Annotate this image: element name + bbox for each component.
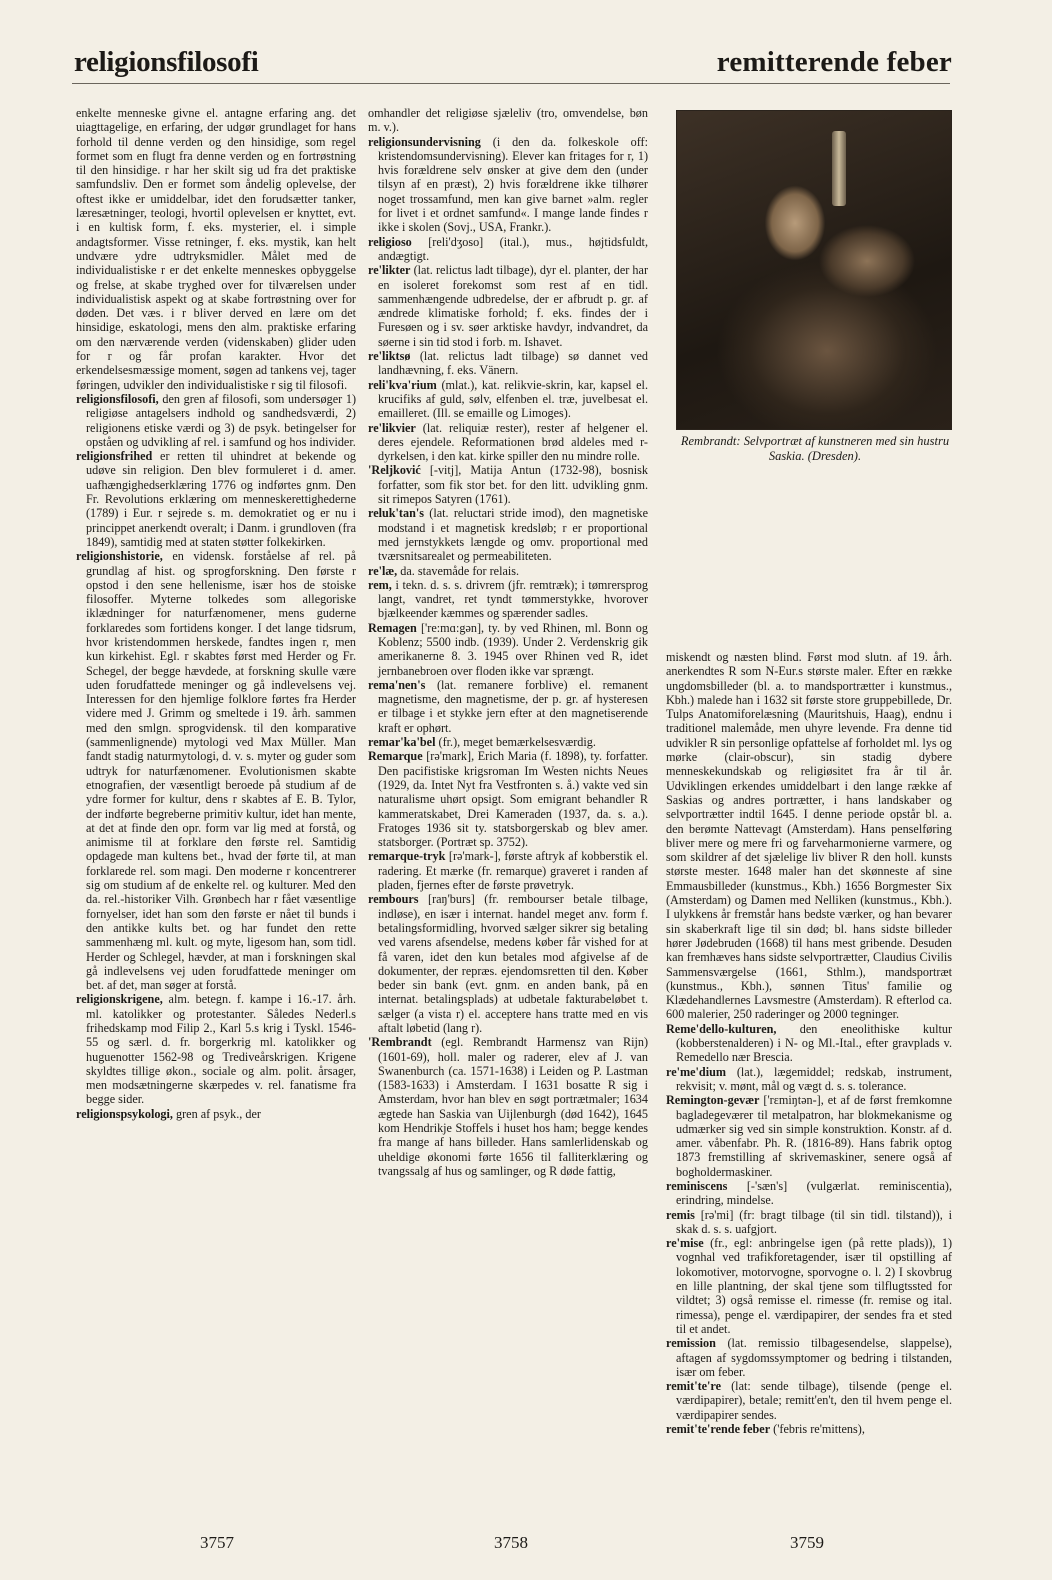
dictionary-entry: [76, 992, 356, 1106]
rembrandt-self-portrait-figure: [676, 110, 952, 430]
dictionary-entry: [368, 735, 648, 749]
dictionary-entry: [368, 849, 648, 892]
dictionary-entry: [368, 564, 648, 578]
column-2: [368, 106, 648, 1516]
entry-text: (lat. remissio tilbagesendelse, slappelse), aftagen af sygdomssymptomer og bedring i tilstanden, især om feber.: [676, 1336, 952, 1379]
entry-headword: re'læ,: [368, 563, 398, 578]
dictionary-entry: [368, 263, 648, 349]
entry-text: [-'sæn's] (vulgærlat. reminiscentia), erindring, mindelse.: [676, 1178, 952, 1208]
entry-text: (i den da. folkeskole off: kristendomsundervisning). Elever kan fritages for r, 1) hvis forældrene selv ønsker at give dem den (under tilsyn af en præst), 2) hvis forældrene ikke tilhører noget trossamfund, men kan give barnet »alm. regler for livet i et ordnet samfund«. I mange lande findes r ikke i skolen (Sovj., USA, Frankr.).: [378, 134, 648, 235]
dictionary-entry: [666, 1336, 952, 1379]
entry-headword: re'me'dium: [666, 1064, 727, 1079]
dictionary-entry: [76, 1107, 356, 1121]
page-number-middle: 3758: [494, 1533, 528, 1552]
entry-headword: rem,: [368, 577, 392, 592]
dictionary-entry: [666, 650, 952, 1022]
entry-text: (fr.), meget bemærkelsesværdig.: [438, 735, 596, 750]
dictionary-entry: [368, 135, 648, 235]
entry-headword: Remarque: [368, 749, 423, 764]
column-1: [76, 106, 356, 1516]
entry-text: en vidensk. forståelse af rel. på grundlag af hist. og sprogforskning. Den første r opstod i den sene hellenisme, især hos de stoiske filosoffer. Myterne tolkedes som allegoriske iklædninger for naturfænomener, mens guderne forklaredes som fortidens konger. I det lange tidsrum, hvor kristendommen herskede, fandtes ingen r, men kun kirkehist. Egl. r skabtes først med Herder og Fr. Schegel, der begge hævdede, at forskning skulle være uden forudfattede meninger og gå indlevelsens vej. Interessen for den hjemlige folklore førtes fra Herder videre med J. Grimm og smeltede i 19. årh. sammen med den smlgn. sprogvidensk. til den komparative (sammenlignende) mytologi ved Max Müller. Man fandt stadig naturmytologi, d. v. s. myter og guder som udtryk for naturfænomener. Evolutionismen skabte etnografien, der væsentligt beroede på studium af de ydre former for kultur, dens r skabtes af E. B. Tylor, der indførte begreberne primitiv kultur, idet han mente, at det at finde den opr. form var lig med at forstå, og animisme til at forklare den første rel. Samtidig opdagede man kultens bet., hvad der førte til, at man forklarede rel. som magi. Den moderne r koncentrerer sig om studium af de enkelte rel. og kulturer. Med den da. rel.-historiker Vilh. Grønbech har r fået væsentlige fornyelser, idet han som den første er nået til bunds i den antikke kults bet. og har fundet den rette sammenhæng ml. kult. og myte, ligesom han, som tidl. Herder og Schlegel, hævder, at man i forskningen skal gå indlevelsens vej uden forudfattede meninger om bet. af det, man søger at forstå.: [86, 549, 356, 993]
entry-headword: 'Rembrandt: [368, 1035, 432, 1050]
entry-headword: 'Reljković: [368, 463, 421, 478]
entry-text: ['re:mɑ:gən], ty. by ved Rhinen, ml. Bonn og Koblenz; 5500 indb. (1939). Under 2. Verdenskrig gik amerikanerne 8. 3. 1945 over Rhinen ved R, idet jernbanebroen over floden ikke var sprængt.: [378, 620, 648, 678]
entry-text: ('febris re'mittens),: [773, 1422, 865, 1437]
header-rule: [72, 83, 950, 84]
entry-text: miskendt og næsten blind. Først mod slutn. af 19. årh. anerkendtes R som N-Eur.s største maler. Efter en række ungdomsbilleder (bl. a. to mandsportrætter i kunstmus., Kbh.) malede han i 1632 sit første store gruppebillede, Dr. Tulps Anatomiforelæsning (Mauritshuis, Haag), endnu i traditionel malemåde, men uhyre levende. Fra denne tid udvikler R sin personlige opfattelse af forholdet ml. lys og mørke (clair-obscur), sin stadig dybere menneskekundskab og religiøsitet fra år til år. Udviklingen erkendes umiddelbart i den lange række af Saskias og andres portrætter, i hans landskaber og selvportrætter indtil 1645. I denne periode opstår bl. a. den berømte Nattevagt (Amsterdam). Hans penselføring bliver mere og mere fri og farveharmonierne varmere, og som skildrer af det sjælelige liv bliver R den holl. kunsts største mester. 1648 maler han det skønneste af sine Emmausbilleder (kunstmus., Kbh.) 1656 Borgmester Six (Amsterdam) og Damen med Nelliken (kunstmus., Kbh.). I ulykkens år fremstår hans bedste værker, og han bevarer sin skaberkraft lige til sin død; bl. hans sidste billeder hører Jødebruden (1668) til hans mest gribende. Desuden kan fremhæves hans sidste selvportrætter, Claudius Civilis Sammensværgelse (1661, Sthlm.), mandsportræt (kunstmus., Kbh.), sønnen Titus' familie og Klædehandlernes Lavsmestre (Amsterdam). R efterlod ca. 600 malerier, 250 raderinger og 2000 tegninger.: [666, 650, 952, 1022]
entry-text: (lat. relictus ladt tilbage) sø dannet ved landhævning, f. eks. Vänern.: [378, 349, 648, 378]
entry-headword: re'likvier: [368, 420, 416, 435]
entry-headword: reli'kva'rium: [368, 377, 437, 392]
dictionary-entry: [368, 106, 648, 135]
entry-text: (lat.), lægemiddel; redskab, instrument, rekvisit; v. mønt, mål og vægt d. s. s. tolerance.: [676, 1064, 952, 1093]
entry-text: (lat. reluctari stride imod), den magnetiske modstand i et magnetisk kredsløb; r er proportional med jernstykkets længde og omv. proportional med tværsnitsarealet og permeabiliteten.: [378, 506, 648, 564]
dictionary-entry: [76, 549, 356, 992]
entry-headword: religionspsykologi,: [76, 1106, 173, 1121]
dictionary-entry: [76, 106, 356, 392]
entry-text: gren af psyk., der: [176, 1106, 261, 1121]
entry-text: er retten til uhindret at bekende og udøve sin religion. Den blev formuleret i d. amer. uafhængighedserklæring 1776 og indførtes gnm. Den Fr. Revolutions erklæring om menneskerettighederne (1789) i Eur. r sejrede s. m. demokratiet og er nu i princippet anerkendt overalt; i Danm. i grundloven (fra 1849), samtidig med at staten støtter folkekirken.: [86, 449, 356, 549]
dictionary-entry: [666, 1022, 952, 1065]
dictionary-entry: [666, 1093, 952, 1179]
entry-text: [rə'mark], Erich Maria (f. 1898), ty. forfatter. Den pacifistiske krigsroman Im Westen nichts Neues (1929, da. Intet Nyt fra Vestfronten s. å.) vakte ved sin naturalisme uhørt opsigt. Som emigrant behandler R kammeratskabet, Drei Kameraden (1937, da. s. a.). Fratoges 1936 sit ty. statsborgerskab og blev amer. statsborger. (Portræt sp. 3752).: [378, 749, 648, 850]
entry-headword: remis: [666, 1207, 695, 1222]
entry-headword: re'likter: [368, 263, 411, 278]
entry-headword: religionsfilosofi,: [76, 391, 159, 406]
dictionary-entry: [368, 378, 648, 421]
dictionary-entry: [368, 506, 648, 563]
dictionary-entry: [666, 1179, 952, 1208]
dictionary-entry: [368, 892, 648, 1035]
entry-headword: rembours: [368, 892, 419, 907]
column-3: [666, 650, 952, 1520]
entry-headword: remit'te'rende feber: [666, 1422, 771, 1437]
entry-headword: re'liktsø: [368, 349, 411, 364]
entry-headword: remit'te're: [666, 1379, 722, 1394]
entry-headword: religionsundervisning: [368, 134, 481, 149]
entry-headword: religioso: [368, 234, 412, 249]
entry-headword: reluk'tan's: [368, 506, 424, 521]
dictionary-entry: [76, 392, 356, 449]
entry-headword: rema'nen's: [368, 677, 426, 692]
entry-text: alm. betegn. f. kampe i 16.-17. årh. ml. katolikker og protestanter. Således Nederl.s frihedskamp mod Filip 2., Karl 5.s krig i Tyskl. 1546-55 og særl. d. fr. borgerkrig ml. katolikker og huguenotter 1562-98 og Trediveårskrigen. Krigene skyldtes tillige økon., sociale og alm. polit. årsager, men modsætningerne skærpedes v. rel. fanatisme fra begge sider.: [86, 992, 356, 1107]
entry-headword: religionskrigene,: [76, 992, 163, 1007]
dictionary-entry: [666, 1422, 952, 1436]
entry-text: [raŋ'burs] (fr. rembourser betale tilbage, indløse), en især i internat. handel meget anv. form f. betalingsformidling, hvorved sælger sikrer sig betaling ved varens afsendelse, medens køber får vished for at få varen, idet den kun betales mod afgivelse af de dokumenter, der repræs. ejendomsretten til den. Køber beder sin bank (evt. gnm. en anden bank, på en internat. betalingsplads) at udbetale fakturabeløbet t. sælger (a vista r) el. acceptere hans tratte med en vis aftalt løbetid (lang r).: [378, 892, 648, 1035]
entry-text: da. stavemåde for relais.: [400, 563, 520, 578]
header-left-guide-word: religionsfilosofi: [74, 46, 259, 78]
figure-caption: Rembrandt: Selvportræt af kunstneren med sin hustru Saskia. (Dresden).: [680, 434, 950, 463]
entry-text: (lat. reliquiæ rester), rester af helgener el. deres ejendele. Reformationen brød aldeles med r-dyrkelsen, i den kat. kirke spiller den nu mindre rolle.: [378, 420, 648, 464]
dictionary-entry: [666, 1065, 952, 1094]
page-number-right: 3759: [790, 1533, 824, 1552]
dictionary-entry: [368, 678, 648, 735]
dictionary-entry: [368, 463, 648, 506]
entry-text: i tekn. d. s. s. drivrem (jfr. remtræk); i tømrersprog langt, vandret, ret tyndt tømmerstykke, hvorover bjælkeender kæmmes og spærender sadles.: [378, 577, 648, 621]
entry-headword: reminiscens: [666, 1178, 728, 1193]
dictionary-entry: [368, 421, 648, 464]
header-right-guide-word: remitterende feber: [716, 46, 952, 78]
entry-headword: remar'ka'bel: [368, 735, 436, 750]
entry-headword: Reme'dello-kulturen,: [666, 1021, 777, 1036]
raised-glass-detail: [832, 131, 846, 206]
dictionary-entry: [76, 449, 356, 549]
dictionary-entry: [368, 749, 648, 849]
dictionary-entry: [666, 1236, 952, 1336]
dictionary-entry: [368, 235, 648, 264]
entry-text: (fr., egl: anbringelse igen (på rette plads)), 1) vognhal ved trafikforetagender, især til opstilling af lokomotiver, motorvogne, sporvogne o. l. 2) I skovbrug en lille plantning, der skal tjene som tilflugtssted for vildtet; 3) også remisse el. rimesse (fr. remise og ital. rimessa), penge el. værdipapirer, der sendes fra et sted til et andet.: [676, 1236, 952, 1336]
entry-headword: Remagen: [368, 620, 417, 635]
dictionary-entry: [666, 1379, 952, 1422]
entry-text: (lat: sende tilbage), tilsende (penge el. værdipapirer), betale; remitt'en't, den til hvem penge el. værdipapirer sendes.: [676, 1379, 952, 1422]
entry-headword: religionshistorie,: [76, 549, 163, 564]
entry-text: [-vitj], Matija Antun (1732-98), bosnisk forfatter, som fik stor bet. for den litt. udvikling gnm. sit rimepos Satyren (1761).: [378, 463, 648, 507]
dictionary-entry: [368, 1035, 648, 1178]
page-number-left: 3757: [200, 1533, 234, 1552]
entry-text: den gren af filosofi, som undersøger 1) religiøse antagelsers indhold og sandhedsværdi, 2) religionens etiske værdi og 3) de psyk. betingelser for opståen og udvikling af rel. i samfund og hos individer.: [86, 391, 356, 449]
dictionary-entry: [368, 621, 648, 678]
entry-text: [rə'mi] (fr: bragt tilbage (til sin tidl. tilstand)), i skak d. s. s. uafgjort.: [676, 1207, 952, 1236]
entry-headword: Remington-gevær: [666, 1093, 760, 1108]
entry-headword: religionsfrihed: [76, 449, 153, 464]
entry-headword: remarque-tryk: [368, 849, 446, 864]
entry-text: (mlat.), kat. relikvie-skrin, kar, kapsel el. krucifiks af guld, sølv, elfenben el. træ, juvelbesat el. emailleret. (Ill. se emaille og Limoges).: [378, 377, 648, 421]
entry-text: (egl. Rembrandt Harmensz van Rijn) (1601-69), holl. maler og raderer, elev af J. van Swanenburch (ca. 1571-1638) i Leiden og P. Lastman (1583-1633) i Amsterdam. I 1631 bosatte R sig i Amsterdam, hvor han blev en søgt portrætmaler; 1634 ægtede han Saskia van Uijlenburgh (død 1642), 1645 kom Hendrikje Stoffels i huset hos ham; begge kendes fra mange af hans billeder. Hans samlerlidenskab og uheldige økonomi førte 1656 til falliterklæring og tvangssalg af hus og samlinger, og R døde fattig,: [378, 1035, 648, 1178]
entry-text: den eneolithiske kultur (kobberstenalderen) i N- og Ml.-Ital., efter gravplads v. Remedello nær Brescia.: [676, 1021, 952, 1065]
entry-text: (lat. remanere forblive) el. remanent magnetisme, den magnetisme, der p. gr. af hysteresen er tilbage i et stykke jern efter at den magnetiserende kraft er ophørt.: [378, 677, 648, 735]
entry-text: enkelte menneske givne el. antagne erfaring ang. det uiagttagelige, en erfaring, der udgør grundlaget for hans forhold til denne verden og den hinsidige, som regel formet som en flugt fra denne verden og en fortrøstning til den hinsidige. r har her skilt sig ud fra det praktiske samfundsliv. Den er formet som åndelig oplevelse, der oftest ikke er umiddelbar, idet den forudsætter tanker, læresætninger, teologi, hvortil oplevelsen er knyttet, evt. i en kultisk form, f. eks. mysterier, el. i simple andagtsformer. Visse retninger, f. eks. mystik, kan helt undvære ydre udtryksmidler. Målet med de individualistiske r er det enkelte menneskes opbyggelse og frelse, at skabe tryghed over for tilværelsen under individualistisk aspekt og at skabe fortrøstning over for døden. Det væs. i r bliver derved en lære om det hinsidige, eskatologi, mens den alm. praktiske erfaring om den nærværende verden (videnskaben) glider uden for r og får profan karakter. Hvor det erkendelsesmæssige moment, søgen ad tankens vej, tager føringen, udvikler den individualistiske r sig til filosofi.: [76, 106, 356, 392]
entry-text: [reli'dʒoso] (ital.), mus., højtidsfuldt, andægtigt.: [378, 234, 648, 263]
dictionary-entry: [368, 578, 648, 621]
entry-text: omhandler det religiøse sjæleliv (tro, omvendelse, bøn m. v.).: [368, 106, 648, 135]
entry-headword: remission: [666, 1336, 716, 1351]
entry-text: ['rɛmiŋtən-], et af de først fremkomne bagladegeværer til metalpatron, har blokmekanisme og udmærker sig ved sin simple konstruktion. Konstr. af d. amer. våbenfabr. Ph. R. (1816-89). Hans fabrik optog 1873 fremstilling af skrivemaskiner, senere også af bogholdermaskiner.: [676, 1093, 952, 1179]
entry-text: (lat. relictus ladt tilbage), dyr el. planter, der har en isoleret forekomst som rest af en tidl. sammenhængende udbredelse, der er afbrudt p. gr. af ændrede klimatiske forhold; f. eks. findes der i Furesøen og i sv. søer arktiske havdyr, indvandret, da søerne i sin tid stod i forb. m. Ishavet.: [378, 263, 648, 349]
dictionary-entry: [368, 349, 648, 378]
dictionary-entry: [666, 1208, 952, 1237]
entry-headword: re'mise: [666, 1236, 704, 1251]
entry-text: [rə'mark-], første aftryk af kobberstik el. radering. Et mærke (fr. remarque) graveret i randen af pladen, fjernes efter de første prøvetryk.: [378, 849, 648, 893]
